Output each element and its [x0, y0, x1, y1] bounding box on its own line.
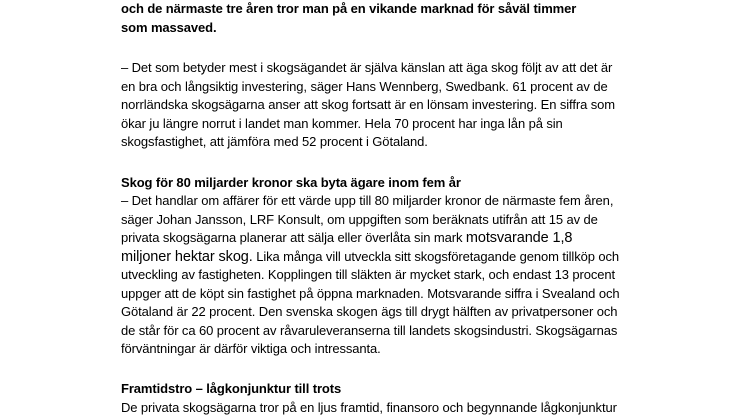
quote1-line-1: – Det som betyder mest i skogsägandet är själva känslan att äga skog följt av att det är	[121, 60, 613, 75]
section-3-heading: Framtidstro – lågkonjunktur till trots	[121, 381, 342, 396]
quote1-line-2: en bra och långsiktig investering, säger Hans Wennberg, Swedbank. 61 procent av de	[121, 78, 608, 94]
lead-paragraph	[121, 0, 576, 37]
section-2-heading: Skog för 80 miljarder kronor ska byta ägare inom fem år	[121, 175, 461, 190]
section2-line-6: uppger att de köpt sin fastighet på öppna marknaden. Motsvarande siffra i Svealand och	[121, 285, 620, 301]
section-2-body	[121, 192, 619, 359]
section2-line-7: Götaland är 22 procent. Den svenska skogen ägs till drygt hälften av privatpersoner och	[121, 304, 618, 319]
document-page	[121, 0, 641, 419]
section2-line-9: förväntningar är därför viktiga och intressanta.	[121, 341, 381, 356]
section2-line-3	[121, 229, 619, 248]
section2-line-8: de står för ca 60 procent av råvaruleveranserna till landets skogsindustri. Skogsägarnas	[121, 322, 618, 338]
lead-line-2: som massaved.	[121, 19, 217, 35]
section3-line-1: De privata skogsägarna tror på en ljus framtid, finansoro och begynnande lågkonjunktur	[121, 400, 617, 415]
quote-paragraph-1	[121, 59, 615, 152]
section-3-body	[121, 399, 617, 418]
section2-line-2: säger Johan Jansson, LRF Konsult, om uppgiften som beräknats utifrån att 15 av de	[121, 211, 598, 227]
section2-line-5: utveckling av fastigheten. Kopplingen till släkten är mycket stark, och endast 13 procent	[121, 267, 616, 282]
section2-line-4b: Lika många vill utveckla sitt skogsföretagande genom tillköp och	[252, 248, 620, 264]
quote1-line-5: skogsfastighet, att jämföra med 52 procent i Götaland.	[121, 134, 428, 149]
section2-line-1: – Det handlar om affärer för ett värde upp till 80 miljarder kronor de närmaste fem åren,	[121, 193, 614, 208]
section2-line-4	[121, 248, 619, 267]
quote1-line-4: ökar ju längre norrut i landet man kommer. Hela 70 procent har inga lån på sin	[121, 115, 563, 131]
quote1-line-3: norrländska skogsägarna anser att skog fortsatt är en lönsam investering. En siffra som	[121, 97, 615, 112]
lead-line-1: och de närmaste tre åren tror man på en vikande marknad för såväl timmer	[121, 1, 577, 16]
section2-line-4a: miljoner hektar skog.	[121, 248, 253, 265]
section2-line-3b: motsvarande 1,8	[465, 230, 573, 246]
section2-line-3a: privata skogsägarna planerar att sälja eller överlåta sin mark	[121, 230, 466, 245]
